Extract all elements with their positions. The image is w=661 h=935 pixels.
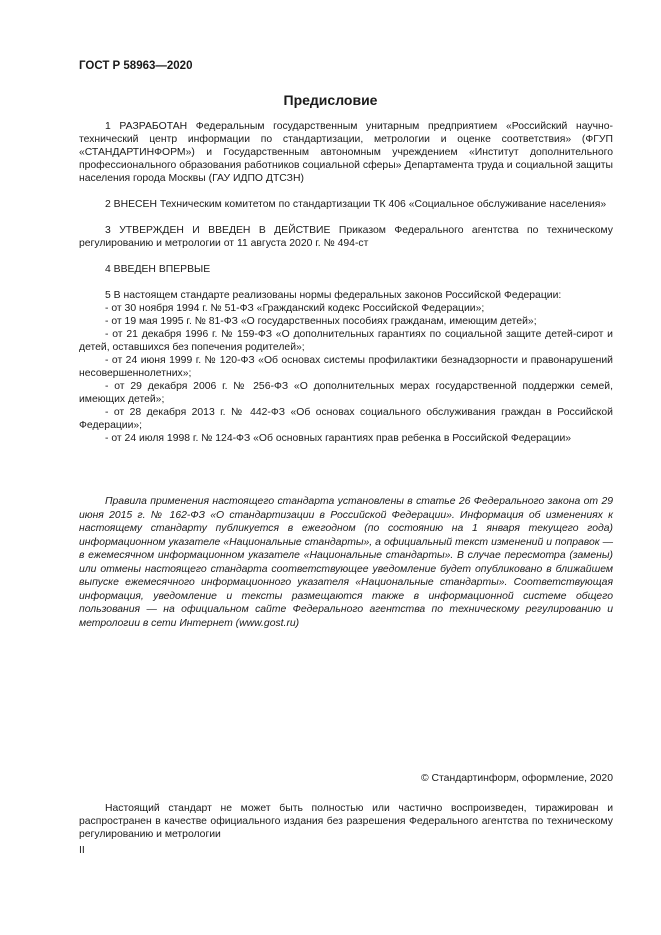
reproduction-notice-text: Настоящий стандарт не может быть полностью или частично воспроизведен, тиражирован и распространен в качестве официального издания без разрешения Федерального агентства по техническому регулированию и метрологии (79, 803, 613, 840)
page-title: Предисловие (283, 92, 378, 108)
law-item: - от 19 мая 1995 г. № 81-ФЗ «О государственных пособиях гражданам, имеющим детей»; (105, 316, 537, 327)
law-item: - от 24 июня 1999 г. № 120-ФЗ «Об основах системы профилактики безнадзорности и правонарушений несовершеннолетних»; (79, 355, 613, 379)
document-code: ГОСТ Р 58963—2020 (79, 60, 193, 72)
copyright-line: © Стандартинформ, оформление, 2020 (420, 773, 613, 784)
law-item: - от 29 декабря 2006 г. № 256-ФЗ «О дополнительных мерах государственной поддержки семей, имеющих детей»; (79, 381, 613, 405)
law-item: - от 30 ноября 1994 г. № 51-ФЗ «Гражданский кодекс Российской Федерации»; (105, 303, 485, 314)
section-3: 3 УТВЕРЖДЕН И ВВЕДЕН В ДЕЙСТВИЕ Приказом Федерального агентства по техническому регулированию и метрологии от 11 августа 2020 г. № 494-ст (79, 225, 613, 249)
law-item: - от 21 декабря 1996 г. № 159-ФЗ «О дополнительных гарантиях по социальной защите детей-сирот и детей, оставшихся без попечения родителей»; (79, 329, 613, 353)
section-4: 4 ВВЕДЕН ВПЕРВЫЕ (105, 264, 211, 275)
law-item: - от 28 декабря 2013 г. № 442-ФЗ «Об основах социального обслуживания граждан в Российской Федерации»; (79, 407, 613, 431)
reproduction-notice (79, 802, 613, 841)
section-2: 2 ВНЕСЕН Техническим комитетом по стандартизации ТК 406 «Социальное обслуживание населения» (105, 199, 607, 210)
rules-note (79, 495, 613, 630)
law-item: - от 24 июля 1998 г. № 124-ФЗ «Об основных гарантиях прав ребенка в Российской Федерации» (105, 433, 572, 444)
section-5-intro: 5 В настоящем стандарте реализованы нормы федеральных законов Российской Федерации: (105, 290, 562, 301)
foreword-body (79, 120, 613, 445)
page-number: II (79, 845, 85, 856)
section-1: 1 РАЗРАБОТАН Федеральным государственным унитарным предприятием «Российский научно-технический центр информации по стандартизации, метрологии и оценке соответствия» (ФГУП «СТАНДАРТИНФОРМ») и Государственным автономным учреждением «Институт дополнительного профессионального образования работников социальной сферы» Департамента труда и социальной защиты населения города Москвы (ГАУ ИДПО ДТСЗН) (79, 121, 613, 184)
rules-note-text: Правила применения настоящего стандарта установлены в статье 26 Федерального закона от 29 июня 2015 г. № 162-ФЗ «О стандартизации в Российской Федерации». Информация об изменениях к настоящему стандарту публикуется в ежегодном (по состоянию на 1 января текущего года) информационном указателе «Национальные стандарты», а официальный текст изменений и поправок — в ежемесячном информационном указателе «Национальные стандарты». В случае пересмотра (замены) или отмены настоящего стандарта соответствующее уведомление будет опубликовано в ближайшем выпуске ежемесячного информационного указателя «Национальные стандарты». Соответствующая информация, уведомление и тексты размещаются также в информационной системе общего пользования — на официальном сайте Федерального агентства по техническому регулированию и метрологии в сети Интернет (www.gost.ru) (79, 496, 613, 629)
